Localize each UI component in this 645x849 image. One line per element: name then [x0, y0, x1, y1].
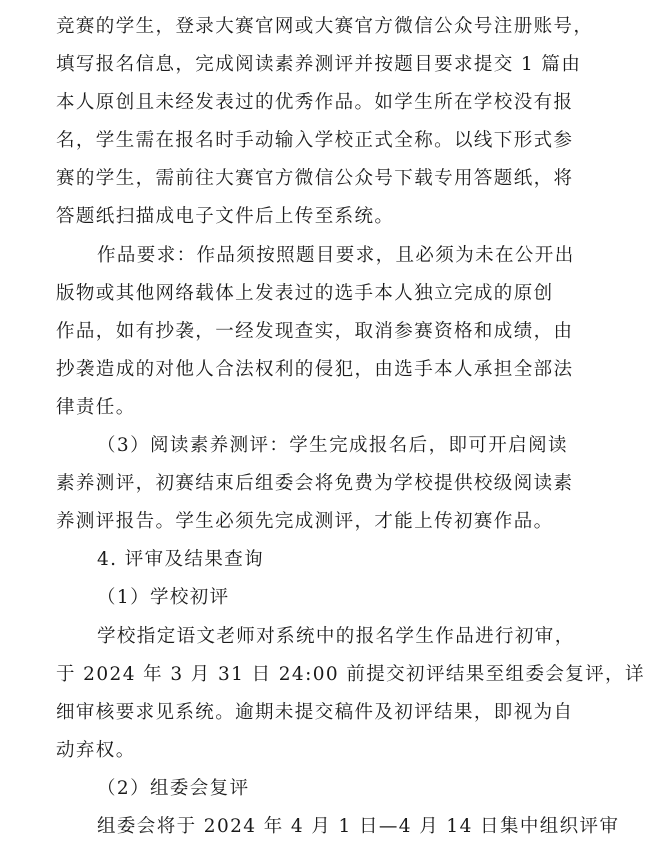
text-line-5: 赛的学生，需前往大赛官方微信公众号下载专用答题纸，将: [56, 168, 574, 189]
text-line-17: 学校指定语文老师对系统中的报名学生作品进行初审，: [97, 626, 575, 647]
text-line-13: 素养测评，初赛结束后组委会将免费为学校提供校级阅读素: [56, 473, 574, 494]
text-line-9: 作品，如有抄袭，一经发现查实，取消参赛资格和成绩，由: [56, 321, 574, 342]
section-heading: 4. 评审及结果查询: [97, 549, 265, 570]
text-line-3: 本人原创且未经发表过的优秀作品。如学生所在学校没有报: [56, 92, 574, 113]
text-line-4: 名，学生需在报名时手动输入学校正式全称。以线下形式参: [56, 130, 574, 151]
text-line-20: 动弃权。: [56, 740, 136, 761]
text-line-18: 于 2024 年 3 月 31 日 24:00 前提交初评结果至组委会复评，详: [56, 664, 645, 685]
subsection-heading-school-review: （1）学校初评: [97, 587, 230, 608]
text-line-12: （3）阅读素养测评：学生完成报名后，即可开启阅读: [97, 435, 568, 456]
text-line-6: 答题纸扫描成电子文件后上传至系统。: [56, 206, 395, 227]
text-line-11: 律责任。: [56, 397, 136, 418]
text-line-7: 作品要求：作品须按照题目要求，且必须为未在公开出: [97, 245, 575, 266]
text-line-8: 版物或其他网络载体上发表过的选手本人独立完成的原创: [56, 283, 554, 304]
text-line-14: 养测评报告。学生必须先完成测评，才能上传初赛作品。: [56, 511, 554, 532]
subsection-heading-committee-review: （2）组委会复评: [97, 778, 250, 799]
text-line-1: 竞赛的学生，登录大赛官网或大赛官方微信公众号注册账号，: [56, 16, 594, 37]
text-line-10: 抄袭造成的对他人合法权利的侵犯，由选手本人承担全部法: [56, 359, 574, 380]
text-line-19: 细审核要求见系统。逾期未提交稿件及初评结果，即视为自: [56, 702, 574, 723]
text-line-22: 组委会将于 2024 年 4 月 1 日—4 月 14 日集中组织评审: [97, 816, 620, 837]
text-line-2: 填写报名信息，完成阅读素养测评并按题目要求提交 1 篇由: [56, 54, 582, 75]
